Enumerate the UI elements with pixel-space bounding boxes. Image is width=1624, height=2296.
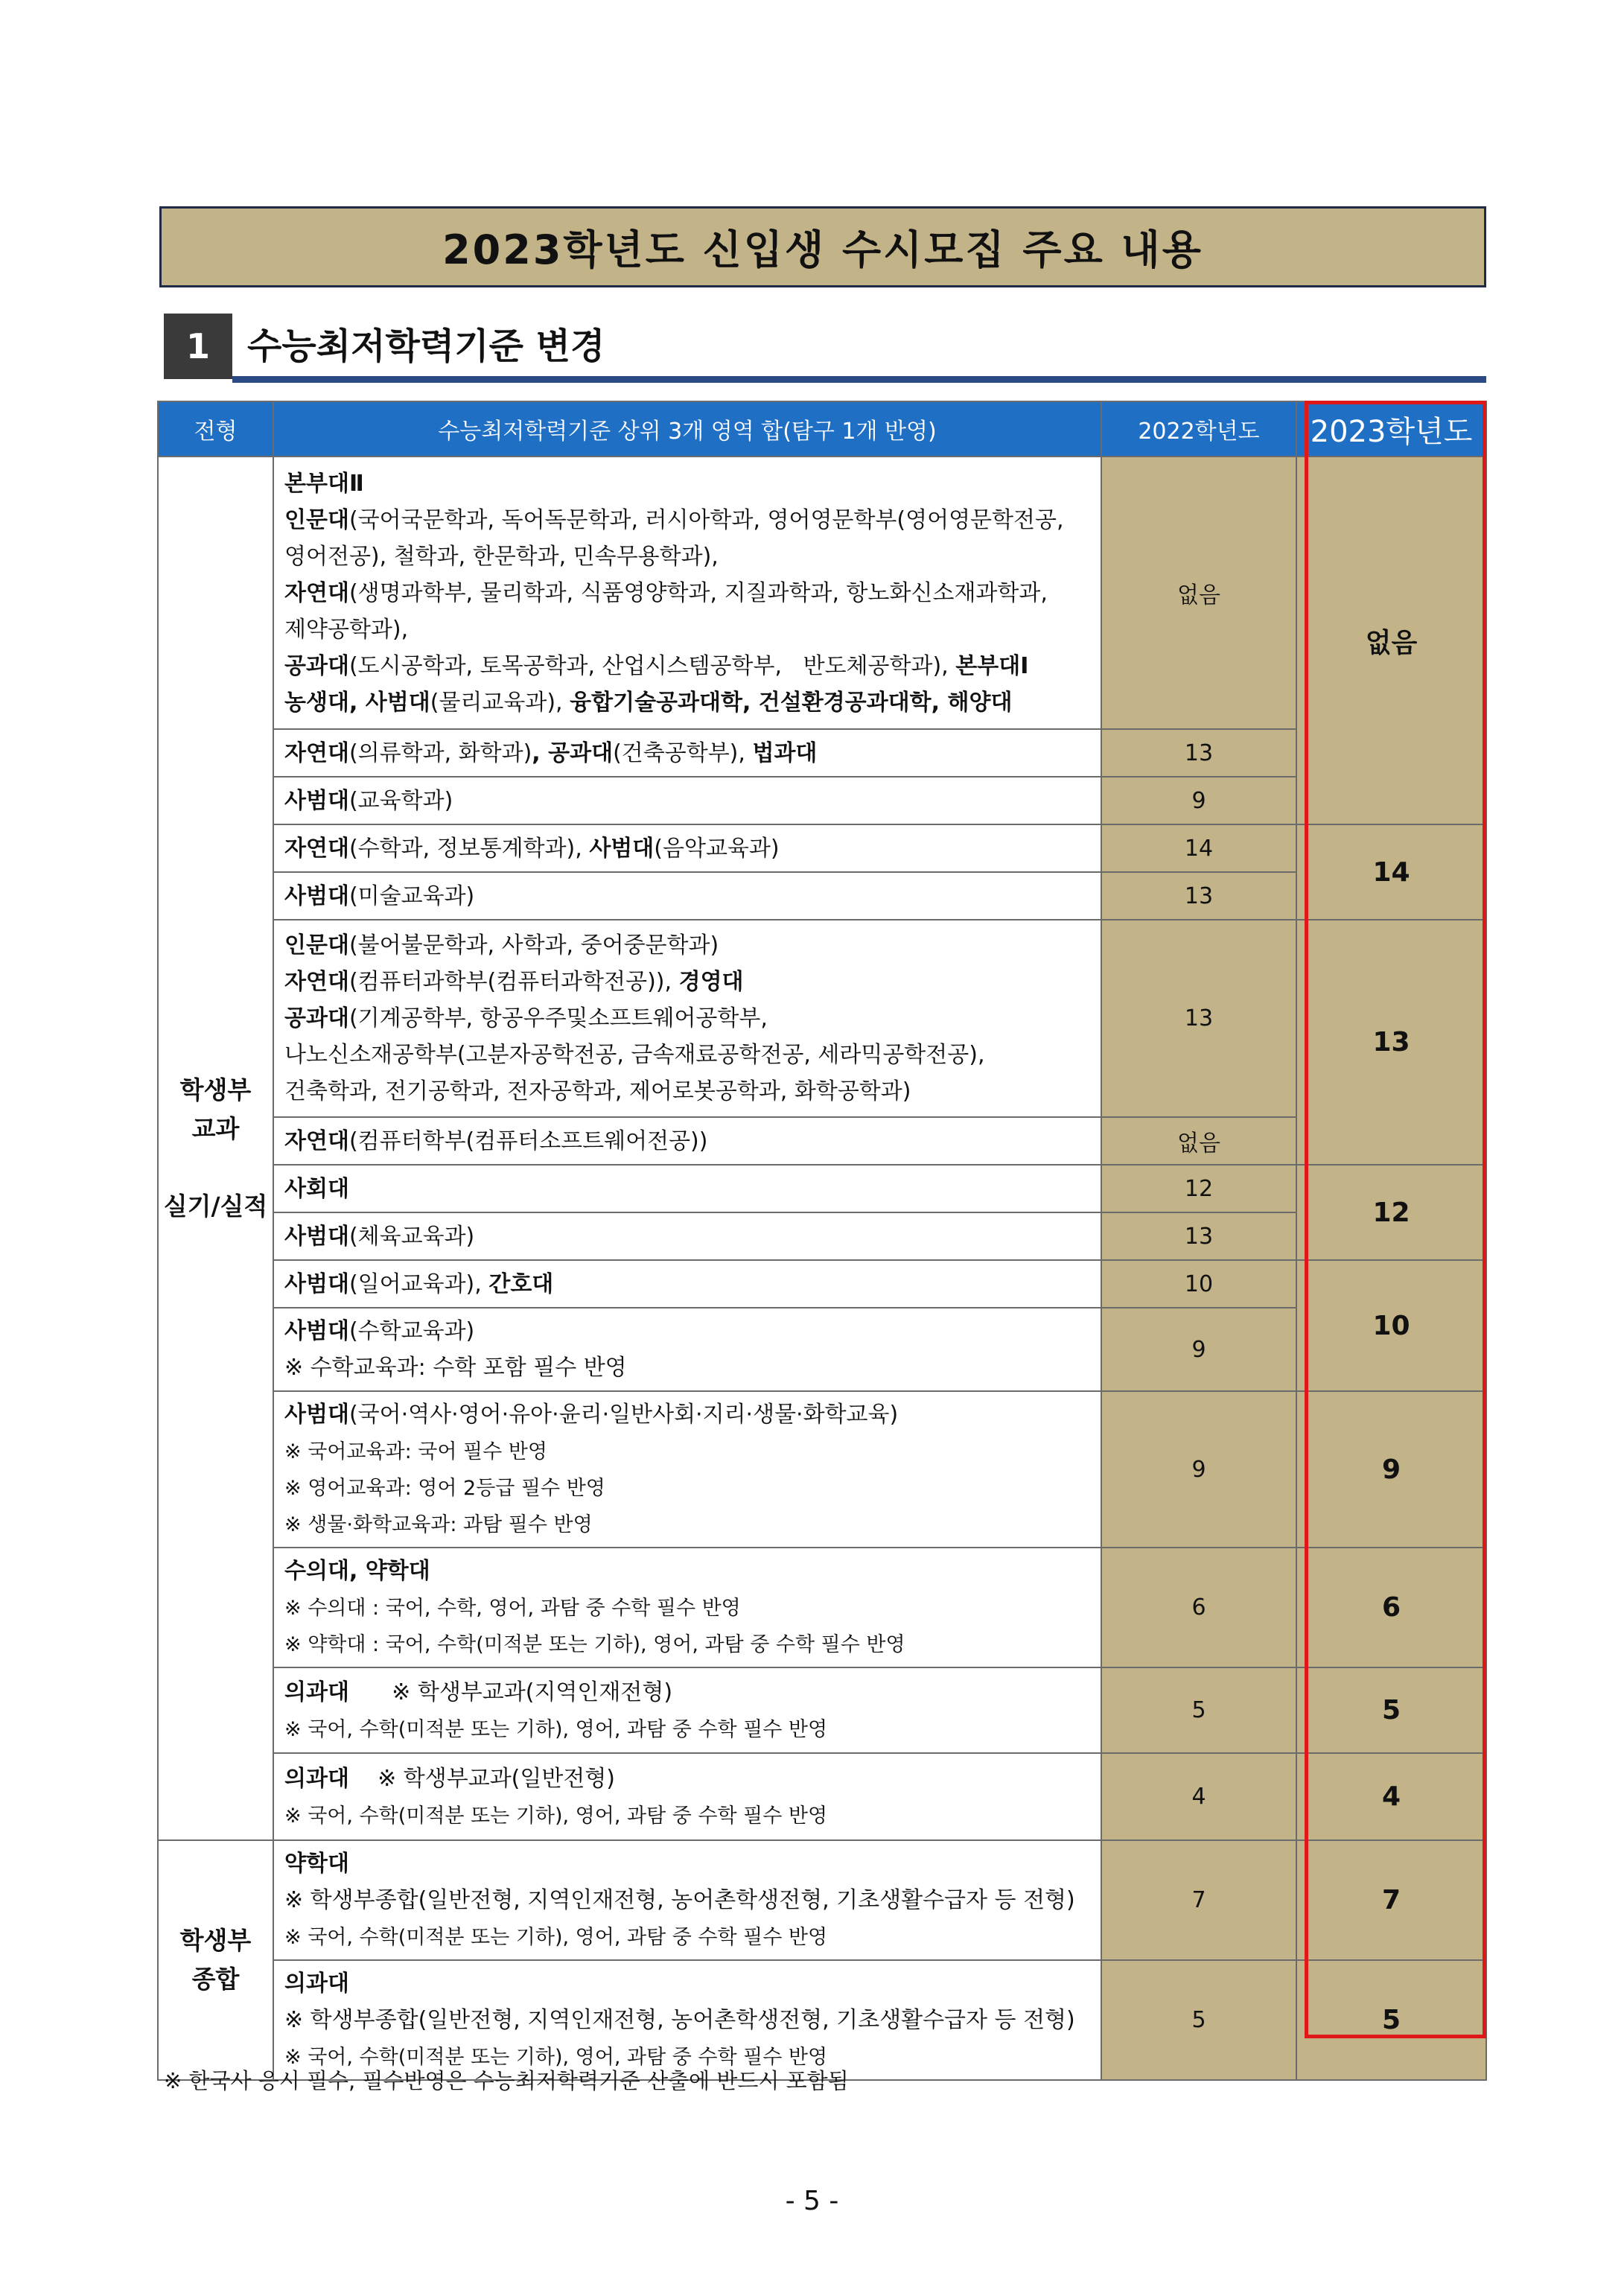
college-name: 사범대 [284,1271,349,1297]
value-2022: 5 [1101,1960,1296,2080]
college-name: 사회대 [284,1175,349,1202]
college-name: 농생대, 사범대 [284,689,430,716]
content-line [284,1918,1090,1955]
content-line [284,1761,1090,1797]
document-title-banner [159,206,1486,287]
table-row [158,457,1486,729]
value-2023: 13 [1296,920,1486,1165]
row-content [273,1667,1101,1753]
value-2022: 4 [1101,1753,1296,1840]
row-content [273,1840,1101,1960]
content-line [284,1797,1090,1834]
table-row [158,1548,1486,1667]
content-text: ※ 학생부교과(지역인재전형) [348,1679,673,1705]
college-name: 자연대 [284,969,349,995]
college-name: 의과대 [284,1679,349,1705]
content-text: (기계공학부, 항공우주및소프트웨어공학부, [348,1005,768,1031]
content-line [284,964,1090,1000]
content-text: (건축공학부), [613,740,753,766]
content-text: ※ 영어교육과: 영어 2등급 필수 반영 [284,1477,605,1500]
content-line [284,1965,1090,2002]
content-text: (수학교육과) [348,1318,475,1344]
college-name: 본부대Ⅱ [284,470,364,497]
content-text: ※ 국어교육과: 국어 필수 반영 [284,1440,547,1463]
group-label-gyogwa: 학생부 교과 실기/실적 [158,457,273,1840]
value-2022: 9 [1101,1308,1296,1391]
row-content [273,824,1101,872]
content-line [284,1171,1090,1207]
row-content [273,1117,1101,1165]
content-text: (국어·역사·영어·유아·윤리·일반사회·지리·생물·화학교육) [348,1402,899,1428]
table-row [158,872,1486,920]
content-text: ※ 생물·화학교육과: 과탐 필수 반영 [284,1513,593,1536]
content-text: (도시공학과, 토목공학과, 산업시스템공학부, 반도체공학과), [348,652,956,679]
value-2022: 13 [1101,1212,1296,1260]
college-name: 사범대 [284,883,349,909]
content-line [284,783,1090,819]
content-line [284,927,1090,964]
college-name: 의과대 [284,1971,349,1997]
value-2023: 12 [1296,1165,1486,1260]
content-line [284,830,1090,867]
content-text: ※ 국어, 수학(미적분 또는 기하), 영어, 과탐 중 수학 필수 반영 [284,1804,828,1828]
content-line [284,575,1090,611]
content-line [284,502,1090,538]
content-line [284,1396,1090,1433]
content-line [284,1553,1090,1589]
content-text: (생명과학부, 물리학과, 식품영양학과, 지질과학과, 항노화신소재과학과, [348,579,1048,606]
value-2022: 9 [1101,1391,1296,1548]
group-label-jonghap: 학생부 종합 [158,1840,273,2080]
row-content [273,1260,1101,1308]
section-underline [232,376,1486,383]
table-row [158,729,1486,777]
page-number: - 5 - [785,2186,839,2216]
content-line [284,1349,1090,1386]
value-2022: 5 [1101,1667,1296,1753]
header-2022: 2022학년도 [1101,401,1296,457]
content-line [284,2002,1090,2038]
content-line [284,1313,1090,1349]
content-line [284,1469,1090,1506]
criteria-table [157,401,1487,2081]
college-name: 융합기술공과대학, 건설환경공과대학, 해양대 [570,689,1013,716]
value-2023: 없음 [1296,457,1486,824]
content-line [284,1882,1090,1918]
value-2023: 5 [1296,1960,1486,2080]
content-text: (음악교육과) [654,835,780,862]
college-name: 인문대 [284,506,349,533]
table-row [158,1753,1486,1840]
row-content [273,1391,1101,1548]
row-content [273,457,1101,729]
college-name: 자연대 [284,579,349,606]
value-2023: 9 [1296,1391,1486,1548]
row-content [273,1753,1101,1840]
value-2023: 4 [1296,1753,1486,1840]
content-text: ※ 수학교육과: 수학 포함 필수 반영 [284,1355,627,1381]
college-name: 자연대 [284,740,349,766]
row-content [273,1960,1101,2080]
value-2022: 13 [1101,872,1296,920]
value-2023: 7 [1296,1840,1486,1960]
row-content [273,1548,1101,1667]
content-text: (컴퓨터학부(컴퓨터소프트웨어전공)) [348,1128,708,1154]
table-row [158,824,1486,872]
table-row [158,1667,1486,1753]
value-2022: 10 [1101,1260,1296,1308]
content-text: ※ 국어, 수학(미적분 또는 기하), 영어, 과탐 중 수학 필수 반영 [284,1717,828,1741]
content-text: 나노신소재공학부(고분자공학전공, 금속재료공학전공, 세라믹공학전공), [284,1042,985,1068]
section-title: 수능최저학력기준 변경 [247,325,605,367]
content-line [284,1845,1090,1882]
content-line [284,1218,1090,1255]
header-2023: 2023학년도 [1296,401,1486,457]
content-line [284,1123,1090,1160]
content-line [284,1506,1090,1542]
content-line [284,1073,1090,1110]
value-2023: 10 [1296,1260,1486,1391]
value-2022: 13 [1101,729,1296,777]
college-name: 공과대 [284,1005,349,1031]
content-text: (국어국문학과, 독어독문학과, 러시아학과, 영어영문학부(영어영문학전공, [348,506,1064,533]
college-name: 사범대 [284,787,349,814]
college-name: 의과대 [284,1765,349,1792]
content-text: (의류학과, 화학과) [348,740,532,766]
college-name: 약학대 [284,1851,349,1877]
value-2023: 5 [1296,1667,1486,1753]
college-name: 자연대 [284,1128,349,1154]
value-2023: 14 [1296,824,1486,920]
content-line [284,648,1090,684]
content-text: (컴퓨터과학부(컴퓨터과학전공)), [348,969,679,995]
value-2023: 6 [1296,1548,1486,1667]
content-text: 제약공학과), [284,616,409,643]
value-2022: 없음 [1101,1117,1296,1165]
content-line [284,684,1090,721]
college-name: 사범대 [284,1223,349,1250]
content-text: (미술교육과) [348,883,475,909]
college-name: 간호대 [488,1271,554,1297]
content-text: ※ 학생부종합(일반전형, 지역인재전형, 농어촌학생전형, 기초생활수급자 등 전형) [284,1887,1075,1913]
row-content [273,729,1101,777]
content-text: (일어교육과), [348,1271,489,1297]
college-name: 공과대 [284,652,349,679]
section-number: 1 [164,314,232,379]
college-name: 수의대, 약학대 [284,1558,430,1584]
value-2022: 7 [1101,1840,1296,1960]
row-content [273,777,1101,824]
table-header-row [158,401,1486,457]
table-row [158,1391,1486,1548]
row-content [273,872,1101,920]
content-line [284,465,1090,502]
college-name: 본부대Ⅰ [955,652,1029,679]
content-line [284,611,1090,648]
value-2022: 6 [1101,1548,1296,1667]
college-name: 인문대 [284,932,349,958]
content-line [284,1674,1090,1711]
row-content [273,920,1101,1117]
table-row [158,1117,1486,1165]
table-row [158,920,1486,1117]
content-line [284,1000,1090,1037]
content-text: ※ 수의대 : 국어, 수학, 영어, 과탐 중 수학 필수 반영 [284,1597,741,1620]
content-line [284,1711,1090,1747]
table-row [158,1840,1486,1960]
table-row [158,1960,1486,2080]
content-text: ※ 학생부종합(일반전형, 지역인재전형, 농어촌학생전형, 기초생활수급자 등 전형) [284,2007,1075,2033]
college-name: 경영대 [678,969,744,995]
table-row [158,1308,1486,1391]
table-row [158,777,1486,824]
table-row [158,1165,1486,1212]
content-text: (물리교육과), [430,689,570,716]
college-name: 사범대 [284,1318,349,1344]
content-line [284,538,1090,575]
content-text: ※ 약학대 : 국어, 수학(미적분 또는 기하), 영어, 과탐 중 수학 필수 반영 [284,1633,905,1656]
college-name: 법과대 [752,740,818,766]
value-2022: 14 [1101,824,1296,872]
content-text: (교육학과) [348,787,453,814]
row-content [273,1212,1101,1260]
content-text: ※ 국어, 수학(미적분 또는 기하), 영어, 과탐 중 수학 필수 반영 [284,2046,828,2069]
row-content [273,1308,1101,1391]
footnote: ※ 한국사 응시 필수, 필수반영은 수능최저학력기준 산출에 반드시 포함됨 [164,2068,849,2093]
header-type: 전형 [158,401,273,457]
value-2022: 없음 [1101,457,1296,729]
college-name: 사범대 [589,835,655,862]
content-line [284,878,1090,915]
college-name: 자연대 [284,835,349,862]
value-2022: 9 [1101,777,1296,824]
content-line [284,1266,1090,1303]
college-name: 사범대 [284,1402,349,1428]
row-content [273,1165,1101,1212]
content-text: 건축학과, 전기공학과, 전자공학과, 제어로봇공학과, 화학공학과) [284,1078,911,1104]
value-2022: 13 [1101,920,1296,1117]
content-line [284,1589,1090,1626]
content-line [284,1626,1090,1662]
content-text: (체육교육과) [348,1223,475,1250]
content-line [284,1037,1090,1073]
content-line [284,1433,1090,1469]
content-text: (불어불문학과, 사학과, 중어중문학과) [348,932,719,958]
table-row [158,1212,1486,1260]
college-name: , 공과대 [532,740,614,766]
content-line [284,735,1090,772]
value-2022: 12 [1101,1165,1296,1212]
content-text: ※ 학생부교과(일반전형) [348,1765,615,1792]
content-text: ※ 국어, 수학(미적분 또는 기하), 영어, 과탐 중 수학 필수 반영 [284,1926,828,1949]
content-text: (수학과, 정보통계학과), [348,835,590,862]
header-criteria: 수능최저학력기준 상위 3개 영역 합(탐구 1개 반영) [273,401,1101,457]
document-title: 2023학년도 신입생 수시모집 주요 내용 [442,226,1203,273]
content-text: 영어전공), 철학과, 한문학과, 민속무용학과), [284,543,719,570]
table-row [158,1260,1486,1308]
